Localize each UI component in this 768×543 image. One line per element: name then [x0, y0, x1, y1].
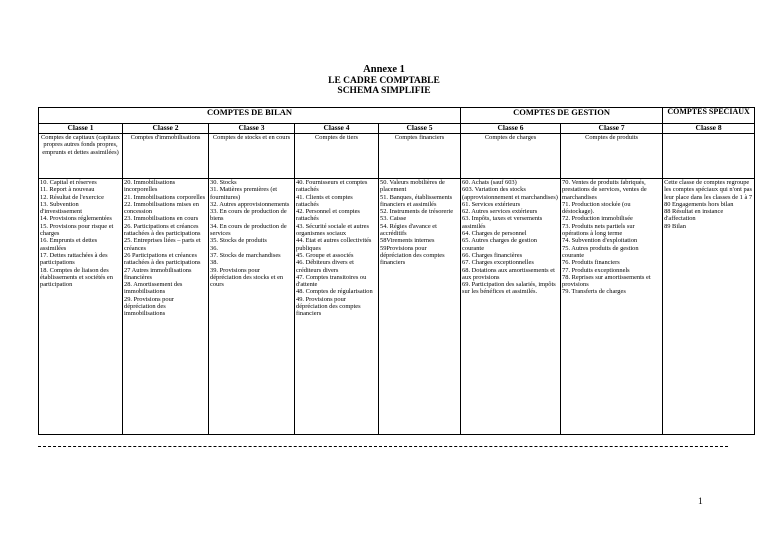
account-entry: 41. Clients et comptes rattachés	[296, 193, 353, 208]
account-entry: 13. Subvention d'investissement	[40, 200, 82, 216]
class-6-header: Classe 6	[461, 124, 561, 134]
account-entry: 89 Bilan	[664, 222, 686, 230]
class-7-description: Comptes de produits	[561, 134, 663, 179]
account-entry: Cette classe de comptes regroupe les comptes spéciaux qui n'ont pas leur place dans les classes de 1 à 7	[664, 179, 753, 201]
class-1-description: Comptes de capitaux (capitaux propres autres fonds propres, emprunts et dettes assimilées)	[39, 134, 123, 179]
account-entry: 38.	[210, 259, 218, 267]
account-entry: 44. Etat et autres collectivités publiques	[296, 237, 372, 252]
account-entry: 21. Immobilisations corporelles	[124, 193, 206, 201]
account-entry: 28. Amortissement des immobilisations	[124, 281, 183, 296]
account-entry: 62. Autres services extérieurs	[462, 208, 538, 216]
account-entry: 74. Subvention d'exploitation	[562, 237, 638, 245]
account-entry: 26. Participations et créances rattachées à des participations	[124, 222, 201, 238]
account-entry: 603. Variation des stocks (approvisionnement et marchandises)	[462, 186, 558, 201]
account-entry: 60. Achats (sauf 603)	[462, 179, 517, 186]
account-entry: 52. Instruments de trésorerie	[380, 208, 454, 216]
account-entry: 53. Caisse	[380, 215, 407, 223]
group-gestion: COMPTES DE GESTION	[461, 108, 663, 124]
class-2-description: Comptes d'immobilisations	[123, 134, 209, 179]
account-entry: 46. Débiteurs divers et créditeurs divers	[296, 259, 354, 274]
document-title: LE CADRE COMPTABLE	[328, 76, 440, 86]
class-3-description: Comptes de stocks et en cours	[209, 134, 295, 179]
chart-of-accounts-table	[38, 107, 755, 435]
group-header-row	[39, 108, 755, 124]
class-2-accounts	[123, 179, 209, 435]
account-entry: 16. Emprunts et dettes assimilées	[40, 237, 98, 252]
account-entry: 43. Sécurité sociale et autres organismes sociaux	[296, 222, 369, 238]
account-entry: 47. Comptes transitoires ou d'attente	[296, 273, 367, 289]
account-entry: 39. Provisions pour dépréciation des stocks et en cours	[210, 266, 284, 289]
account-entry: 42. Personnel et comptes rattachés	[296, 208, 360, 223]
account-entry: 15. Provisions pour risque et charges	[40, 222, 114, 238]
account-entry: 31. Matières premières (et fournitures)	[210, 186, 278, 201]
account-entry: 25. Entreprises liées – parts et créances	[124, 237, 201, 252]
document-subtitle: SCHEMA SIMPLIFIE	[337, 86, 431, 96]
account-entry: 20. Immobilisations incorporelles	[124, 179, 176, 194]
account-entry: 54. Régies d'avance et accréditifs	[380, 222, 437, 238]
account-entry: 69. Participation des salariés, impôts sur les bénéfices et assimilés.	[462, 281, 556, 296]
class-1-header: Classe 1	[39, 124, 123, 134]
class-4-accounts	[295, 179, 379, 435]
account-entry: 68. Dotations aux amortissements et aux provisions	[462, 266, 555, 281]
account-entry: 10. Capital et réserves	[40, 179, 97, 186]
account-entry: 14. Provisions réglementées	[40, 215, 112, 223]
class-4-description: Comptes de tiers	[295, 134, 379, 179]
account-entry: 71. Production stockée (ou déstockage).	[562, 200, 631, 216]
class-8-accounts	[663, 179, 755, 435]
class-7-header: Classe 7	[561, 124, 663, 134]
class-4-header: Classe 4	[295, 124, 379, 134]
chart-of-accounts-table-wrapper	[38, 107, 753, 448]
account-entry: 45. Groupe et associés	[296, 251, 354, 259]
account-entry: 51. Banques, établissements financiers et assimilés	[380, 193, 453, 208]
account-entry: 33. En cours de production de biens	[210, 208, 287, 223]
document-titles	[0, 64, 768, 96]
account-entry: 80 Engagements hors bilan	[664, 200, 734, 208]
account-entry: 78. Reprises sur amortissements et provisions	[562, 273, 651, 289]
class-5-accounts	[379, 179, 461, 435]
group-speciaux: COMPTES SPECIAUX	[663, 108, 755, 124]
account-entry: 50. Valeurs mobilières de placement	[380, 179, 445, 194]
account-entry: 23. Immobilisations en cours	[124, 215, 199, 223]
account-entry: 18. Comptes de liaison des établissements et sociétés en participation	[40, 266, 113, 289]
account-entry: 29. Provisions pour dépréciation des immobilisations	[124, 295, 174, 318]
account-entry: 66. Charges financières	[462, 251, 523, 259]
account-entry: 30. Stocks	[210, 179, 237, 186]
account-entry: 49. Provisions pour dépréciation des comptes financiers	[296, 295, 361, 318]
group-bilan: COMPTES DE BILAN	[39, 108, 461, 124]
account-entry: 70. Ventes de produits fabriqués, prestations de services, ventes de marchandises	[562, 179, 647, 201]
account-entry: 75. Autres produits de gestion courante	[562, 244, 639, 259]
class-8-header: Classe 8	[663, 124, 755, 134]
class-7-accounts	[561, 179, 663, 435]
class-5-header: Classe 5	[379, 124, 461, 134]
account-entry: 12. Résultat de l'exercice	[40, 193, 104, 201]
class-1-accounts	[39, 179, 123, 435]
account-entry: 76. Produits financiers	[562, 259, 620, 267]
account-entry: 26 Participations et créances rattachées à des participations	[124, 251, 201, 267]
column-description-row	[39, 134, 755, 179]
class-6-description: Comptes de charges	[461, 134, 561, 179]
account-entry: 63. Impôts, taxes et versements assimilés	[462, 215, 543, 230]
account-entry: 59Provisions pour dépréciation des comptes financiers	[380, 244, 445, 267]
account-entry: 35. Stocks de produits	[210, 237, 267, 245]
table-bottom-rule	[38, 446, 728, 447]
account-entry: 22. Immobilisations mises en concession	[124, 200, 199, 216]
class-5-description: Comptes financiers	[379, 134, 461, 179]
account-entry: 48. Comptes de régularisation	[296, 288, 373, 296]
class-3-header: Classe 3	[209, 124, 295, 134]
class-6-accounts	[461, 179, 561, 435]
class-header-row	[39, 124, 755, 134]
class-3-accounts	[209, 179, 295, 435]
account-entry: 61. Services extérieurs	[462, 200, 521, 208]
account-entry: 77. Produits exceptionnels	[562, 266, 630, 274]
class-8-description	[663, 134, 755, 179]
account-entry: 32. Autres approvisionnements	[210, 200, 290, 208]
account-entry: 11. Report à nouveau	[40, 186, 95, 194]
account-entry: 37. Stocks de marchandises	[210, 251, 281, 259]
account-entry: 27 Autres immobilisations financières	[124, 266, 192, 281]
account-entry: 67. Charges exceptionnelles	[462, 259, 534, 267]
account-entry: 79. Transferts de charges	[562, 288, 626, 296]
annex-label: Annexe 1	[363, 64, 405, 75]
account-entry: 88 Résultat en instance d'affectation	[664, 208, 724, 223]
account-entry: 73. Produits nets partiels sur opérations à long terme	[562, 222, 635, 238]
account-entry: 58Virements internes	[380, 237, 435, 245]
account-entry: 65. Autres charges de gestion courante	[462, 237, 538, 252]
account-entry: 34. En cours de production de services	[210, 222, 287, 238]
account-entry: 17. Dettes rattachées à des participations	[40, 251, 108, 267]
account-entry: 40. Fournisseurs et comptes rattachés	[296, 179, 368, 194]
account-entry: 36.	[210, 244, 218, 252]
class-2-header: Classe 2	[123, 124, 209, 134]
page-number: 1	[698, 497, 703, 507]
accounts-row	[39, 179, 755, 435]
account-entry: 64. Charges de personnel	[462, 230, 527, 238]
account-entry: 72. Production immobilisée	[562, 215, 633, 223]
